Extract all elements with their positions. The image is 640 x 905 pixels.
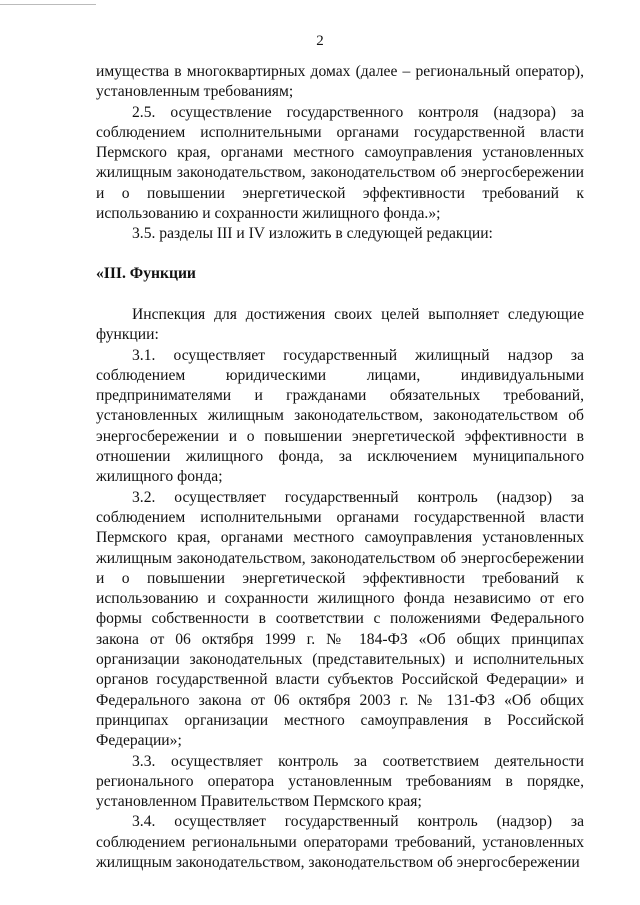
page-number: 2 (316, 33, 324, 49)
document-body (96, 62, 584, 873)
paragraph-3-4: 3.4. осуществляет государственный контроль (надзор) за соблюдением региональными операторами требований, установленных жилищным законодательством, законодательством об энергосбережении (96, 813, 584, 871)
section-heading-functions: «III. Функции (96, 264, 196, 282)
paragraph-3-1: 3.1. осуществляет государственный жилищный надзор за соблюдением юридическими лицами, индивидуальными предпринимателями и гражданами обязательных требований, установленных жилищным законодательством, законодательством об энергосбережении и о повышении энергетической эффективности в отношении жилищного фонда, за исключением муниципального жилищного фонда; (96, 346, 584, 486)
paragraph-intro-functions: Инспекция для достижения своих целей выполняет следующие функции: (96, 305, 584, 344)
paragraph-3-2: 3.2. осуществляет государственный контроль (надзор) за соблюдением исполнительными органами государственной власти Пермского края, органами местного самоуправления установленных жилищным законодательством, законодательством об энергосбережении и о повышении энергетической эффективности требований к использованию и сохранности жилищного фонда независимо от его формы собственности в соответствии с положениями Федерального закона от 06 октября 1999 г. № 184-ФЗ «Об общих принципах организации законодательных (представительных) и исполнительных органов государственной власти субъектов Российской Федерации» и Федерального закона от 06 октября 2003 г. № 131-ФЗ «Об общих принципах организации местного самоуправления в Российской Федерации»; (96, 488, 584, 750)
paragraph-3-5: 3.5. разделы III и IV изложить в следующей редакции: (132, 225, 493, 243)
paragraph-3-3: 3.3. осуществляет контроль за соответствием деятельности регионального оператора установленным требованиям в порядке, установленном Правительством Пермского края; (96, 752, 584, 811)
scan-corner-line (0, 4, 96, 5)
paragraph-continuation: имущества в многоквартирных домах (далее – региональный оператор), установленным требованиям; (96, 63, 584, 101)
paragraph-2-5: 2.5. осуществление государственного контроля (надзора) за соблюдением исполнительными органами государственной власти Пермского края, органами местного самоуправления установленных жилищным законодательством, законодательством об энергосбережении и о повышении энергетической эффективности требований к использованию и сохранности жилищного фонда.»; (96, 103, 584, 223)
